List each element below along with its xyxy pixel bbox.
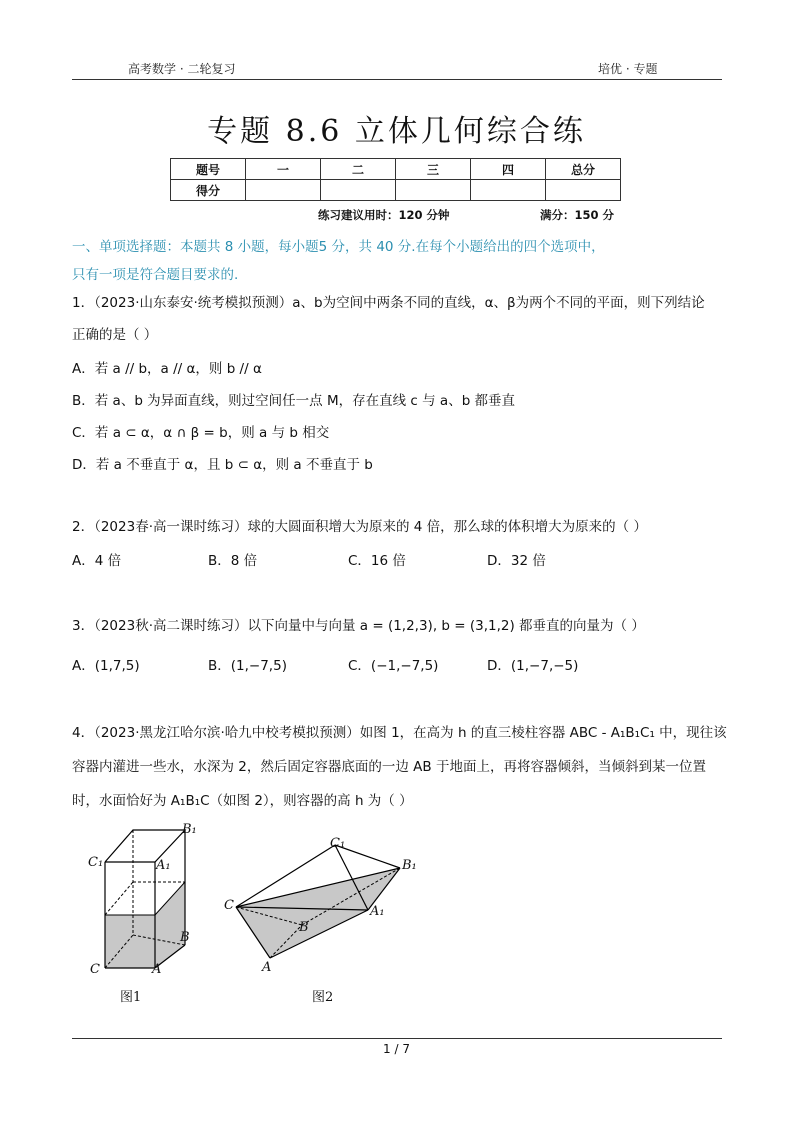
table-cell	[471, 180, 546, 201]
table-cell: 一	[246, 159, 321, 180]
figure-2-tilted-prism	[220, 830, 420, 970]
q4-stem-line3: 时，水面恰好为 A₁B₁C（如图 2），则容器的高 h 为（ ）	[72, 793, 413, 809]
q3-option-c: C．(−1,−7,5)	[348, 658, 439, 674]
fig1-label-b: B	[180, 930, 190, 945]
fig1-label-b1: B₁	[182, 822, 197, 837]
header-left: 高考数学 · 二轮复习	[128, 62, 236, 76]
fig2-label-a1: A₁	[370, 904, 385, 919]
q2-option-d: D．32 倍	[487, 553, 546, 569]
fig2-label-c1: C₁	[330, 836, 346, 851]
q1-option-d: D．若 a 不垂直于 α，且 b ⊂ α，则 a 不垂直于 b	[72, 457, 373, 473]
q3-option-d: D．(1,−7,−5)	[487, 658, 579, 674]
page-number: 1 / 7	[383, 1042, 410, 1056]
q2-option-b: B．8 倍	[208, 553, 258, 569]
q3-option-a: A．(1,7,5)	[72, 658, 140, 674]
fig1-label-c: C	[90, 962, 100, 977]
figure-2-caption: 图2	[312, 990, 334, 1005]
table-cell	[246, 180, 321, 201]
q1-option-c: C．若 a ⊂ α，α ∩ β = b，则 a 与 b 相交	[72, 425, 330, 441]
fig1-label-a: A	[152, 962, 162, 977]
table-cell: 三	[396, 159, 471, 180]
q1-stem-line1: 1．（2023·山东泰安·统考模拟预测）a、b为空间中两条不同的直线，α、β为两个不同的平面，则下列结论	[72, 295, 705, 311]
fig2-label-b: B	[299, 920, 309, 935]
header-right: 培优 · 专题	[598, 62, 658, 76]
table-row	[171, 159, 621, 180]
q1-option-a: A．若 a // b，a // α，则 b // α	[72, 361, 262, 377]
table-row	[171, 180, 621, 201]
q1-stem-line2: 正确的是（ ）	[72, 327, 158, 343]
fig2-label-c: C	[224, 898, 234, 913]
footer-divider	[72, 1038, 722, 1039]
q1-option-b: B．若 a、b 为异面直线，则过空间任一点 M，存在直线 c 与 a、b 都垂直	[72, 393, 516, 409]
fig2-label-b1: B₁	[402, 858, 417, 873]
fig1-label-c1: C₁	[88, 855, 104, 870]
header-divider	[72, 79, 722, 80]
page-title: 专题 8.6 立体几何综合练	[207, 114, 586, 149]
table-cell: 得分	[171, 180, 246, 201]
table-cell	[546, 180, 621, 201]
section-heading-line2: 只有一项是符合题目要求的.	[72, 267, 239, 283]
table-cell: 四	[471, 159, 546, 180]
q4-stem-line1: 4．（2023·黑龙江哈尔滨·哈九中校考模拟预测）如图 1，在高为 h 的直三棱柱容器 ABC - A₁B₁C₁ 中，现往该	[72, 725, 727, 741]
figure-1-prism	[80, 820, 220, 1010]
q2-option-c: C．16 倍	[348, 553, 406, 569]
q2-option-a: A．4 倍	[72, 553, 122, 569]
table-cell: 二	[321, 159, 396, 180]
full-score: 满分：150 分	[540, 208, 615, 222]
section-heading-line1: 一、单项选择题：本题共 8 小题，每小题5 分，共 40 分.在每个小题给出的四个选项中，	[72, 239, 605, 255]
table-cell: 总分	[546, 159, 621, 180]
suggested-time: 练习建议用时：120 分钟	[318, 208, 450, 222]
table-cell	[321, 180, 396, 201]
table-cell	[396, 180, 471, 201]
fig2-label-a: A	[262, 960, 272, 975]
figure-1-caption: 图1	[120, 990, 142, 1005]
fig1-label-a1: A₁	[156, 858, 171, 873]
table-cell: 题号	[171, 159, 246, 180]
score-table	[170, 158, 621, 201]
q4-stem-line2: 容器内灌进一些水，水深为 2，然后固定容器底面的一边 AB 于地面上，再将容器倾斜，当倾斜到某一位置	[72, 759, 706, 775]
q3-option-b: B．(1,−7,5)	[208, 658, 287, 674]
q2-stem: 2．（2023春·高一课时练习）球的大圆面积增大为原来的 4 倍，那么球的体积增大为原来的（ ）	[72, 519, 647, 535]
q3-stem: 3．（2023秋·高二课时练习）以下向量中与向量 a = (1,2,3), b = (3,1,2) 都垂直的向量为（ ）	[72, 618, 645, 634]
